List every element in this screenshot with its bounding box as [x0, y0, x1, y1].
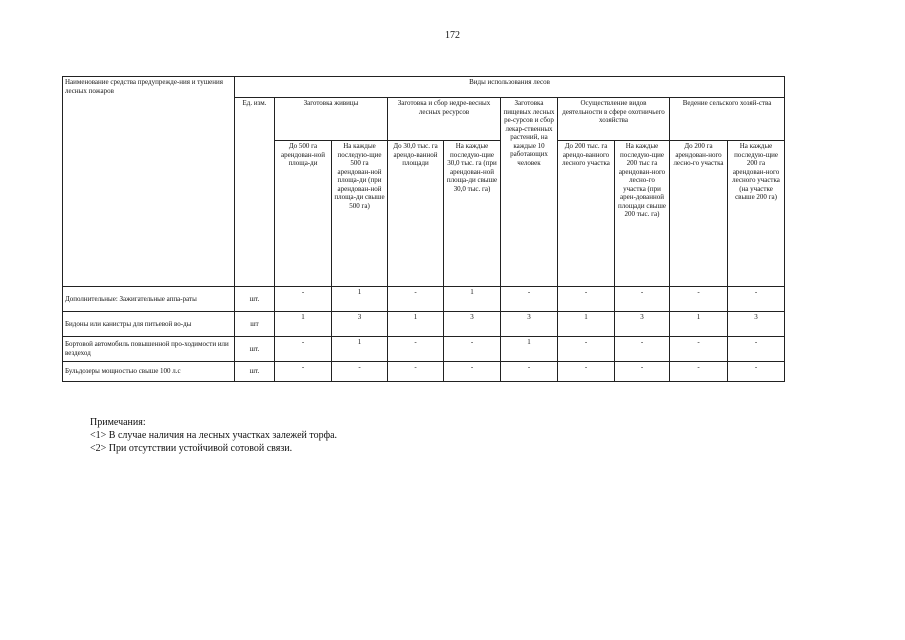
cell-value: 3: [444, 312, 501, 337]
subheader: До 30,0 тыс. га арендо-ванной площади: [388, 141, 444, 287]
cell-value: 3: [501, 312, 558, 337]
group-header: Заготовка пищевых лесных ре-сурсов и сбор лекар-ственных растений, на каждые 10 работающих человек: [501, 98, 558, 287]
cell-value: 1: [275, 312, 332, 337]
cell-value: -: [388, 362, 444, 382]
table-row: [63, 362, 785, 382]
row-unit: шт.: [235, 362, 275, 382]
header-name: Наименование средства предупрежде-ния и тушения лесных пожаров: [63, 77, 235, 287]
cell-value: -: [615, 337, 670, 362]
subheader: На каждые последую-щие 30,0 тыс. га (при арендован-ной площа-ди свыше 30,0 тыс. га): [444, 141, 501, 287]
subheader: На каждые последую-щие 200 тыс га арендован-ного лесно-го участка (при арен-дованной площади свыше 200 тыс. га): [615, 141, 670, 287]
subheader: На каждые последую-щие 500 га арендован-ной площа-ди (при арендован-ной площа-ди свыше 500 га): [332, 141, 388, 287]
group-header: Заготовка живицы: [275, 98, 388, 141]
notes-section: [90, 416, 337, 455]
cell-value: -: [670, 337, 728, 362]
cell-value: 1: [388, 312, 444, 337]
cell-value: -: [728, 287, 785, 312]
page-number: 172: [445, 30, 460, 41]
cell-value: -: [670, 287, 728, 312]
header-unit: Ед. изм.: [235, 98, 275, 287]
cell-value: 1: [558, 312, 615, 337]
header-group: Виды использования лесов: [235, 77, 785, 98]
subheader: До 200 га арендован-ного лесно-го участка: [670, 141, 728, 287]
equipment-table: [62, 76, 785, 382]
cell-value: -: [558, 362, 615, 382]
cell-value: -: [388, 287, 444, 312]
row-name: Бидоны или канистры для питьевой во-ды: [63, 312, 235, 337]
cell-value: 1: [332, 287, 388, 312]
group-header: Заготовка и сбор недре-весных лесных ресурсов: [388, 98, 501, 141]
cell-value: 3: [332, 312, 388, 337]
cell-value: -: [728, 362, 785, 382]
cell-value: -: [388, 337, 444, 362]
cell-value: 3: [615, 312, 670, 337]
cell-value: -: [275, 362, 332, 382]
row-unit: шт: [235, 312, 275, 337]
subheader: До 500 га арендован-ной площа-ди: [275, 141, 332, 287]
note-item: <1> В случае наличия на лесных участках залежей торфа.: [90, 430, 338, 441]
cell-value: -: [558, 287, 615, 312]
cell-value: -: [615, 362, 670, 382]
table-row: [63, 337, 785, 362]
table-row: [63, 312, 785, 337]
note-item: <2> При отсутствии устойчивой сотовой связи.: [90, 443, 293, 454]
cell-value: 1: [501, 337, 558, 362]
group-header: Осуществление видов деятельности в сфере охотничьего хозяйства: [558, 98, 670, 141]
cell-value: -: [275, 287, 332, 312]
subheader: На каждые последую-щие 200 га арендован-ного лесного участка (на участке свыше 200 га): [728, 141, 785, 287]
cell-value: 3: [728, 312, 785, 337]
cell-value: -: [275, 337, 332, 362]
cell-value: -: [558, 337, 615, 362]
cell-value: 1: [670, 312, 728, 337]
cell-value: -: [501, 362, 558, 382]
cell-value: -: [501, 287, 558, 312]
cell-value: -: [444, 362, 501, 382]
cell-value: 1: [444, 287, 501, 312]
row-name: Бортовой автомобиль повышенной про-ходимости или вездеход: [63, 337, 235, 362]
cell-value: -: [332, 362, 388, 382]
cell-value: -: [670, 362, 728, 382]
table-row: [63, 287, 785, 312]
group-header: Ведение сельского хозяй-ства: [670, 98, 785, 141]
cell-value: 1: [332, 337, 388, 362]
row-unit: шт.: [235, 287, 275, 312]
cell-value: -: [444, 337, 501, 362]
subheader: До 200 тыс. га арендо-ванного лесного участка: [558, 141, 615, 287]
cell-value: -: [728, 337, 785, 362]
row-name: Бульдозеры мощностью свыше 100 л.с: [63, 362, 235, 382]
row-name: Дополнительные: Зажигательные аппа-раты: [63, 287, 235, 312]
cell-value: -: [615, 287, 670, 312]
row-unit: шт.: [235, 337, 275, 362]
notes-title: Примечания:: [90, 417, 146, 428]
